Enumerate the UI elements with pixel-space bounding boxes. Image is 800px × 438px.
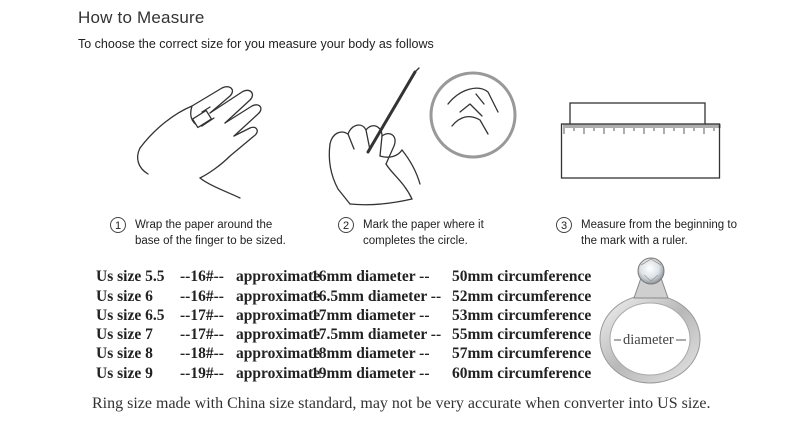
circumference-value: 52mm circumference xyxy=(452,288,592,305)
diameter-label: diameter xyxy=(623,332,674,348)
china-size: --17#-- xyxy=(180,326,224,343)
step-2-line-1: Mark the paper where it xyxy=(363,219,484,231)
approx-label: approximate xyxy=(236,288,321,305)
circumference-value: 60mm circumference xyxy=(452,365,592,382)
step-3-number: 3 xyxy=(556,217,572,233)
diameter-value: 17.5mm diameter -- xyxy=(311,326,442,343)
step-2-line-2: completes the circle. xyxy=(363,235,468,247)
step-1-line-1: Wrap the paper around the xyxy=(135,219,273,231)
ruler-illustration xyxy=(560,100,725,185)
china-size: --17#-- xyxy=(180,307,224,324)
circumference-value: 50mm circumference xyxy=(452,268,592,285)
step-1-text xyxy=(135,217,286,249)
page-title: How to Measure xyxy=(78,8,205,27)
step-3-line-2: the mark with a ruler. xyxy=(581,235,688,247)
approx-label: approximate xyxy=(236,365,321,382)
diameter-value: 16.5mm diameter -- xyxy=(311,288,442,305)
hand-wrap-illustration xyxy=(130,78,280,208)
diameter-value: 17mm diameter -- xyxy=(311,307,430,324)
circumference-value: 55mm circumference xyxy=(452,326,592,343)
diameter-value: 19mm diameter -- xyxy=(311,365,430,382)
china-size: --18#-- xyxy=(180,345,224,362)
size-disclaimer: Ring size made with China size standard, may not be very accurate when converter into US size. xyxy=(92,395,711,412)
us-size: Us size 7 xyxy=(96,326,153,343)
hand-mark-illustration xyxy=(320,64,525,209)
us-size: Us size 9 xyxy=(96,365,153,382)
china-size: --16#-- xyxy=(180,268,224,285)
diameter-value: 18mm diameter -- xyxy=(311,345,430,362)
step-2-text xyxy=(363,217,484,249)
circumference-value: 53mm circumference xyxy=(452,307,592,324)
step-1-line-2: base of the finger to be sized. xyxy=(135,235,286,247)
approx-label: approximate xyxy=(236,326,321,343)
china-size: --19#-- xyxy=(180,365,224,382)
step-3-line-1: Measure from the beginning to xyxy=(581,219,737,231)
us-size: Us size 8 xyxy=(96,345,153,362)
page-subtitle: To choose the correct size for you measure your body as follows xyxy=(78,37,434,51)
circumference-value: 57mm circumference xyxy=(452,345,592,362)
us-size: Us size 5.5 xyxy=(96,268,165,285)
us-size: Us size 6.5 xyxy=(96,307,165,324)
diameter-value: 16mm diameter -- xyxy=(311,268,430,285)
step-3-text xyxy=(581,217,737,249)
approx-label: approximate xyxy=(236,268,321,285)
approx-label: approximate xyxy=(236,345,321,362)
us-size: Us size 6 xyxy=(96,288,153,305)
china-size: --16#-- xyxy=(180,288,224,305)
step-1-number: 1 xyxy=(110,217,126,233)
ring-illustration xyxy=(594,253,714,388)
step-2-number: 2 xyxy=(338,217,354,233)
approx-label: approximate xyxy=(236,307,321,324)
